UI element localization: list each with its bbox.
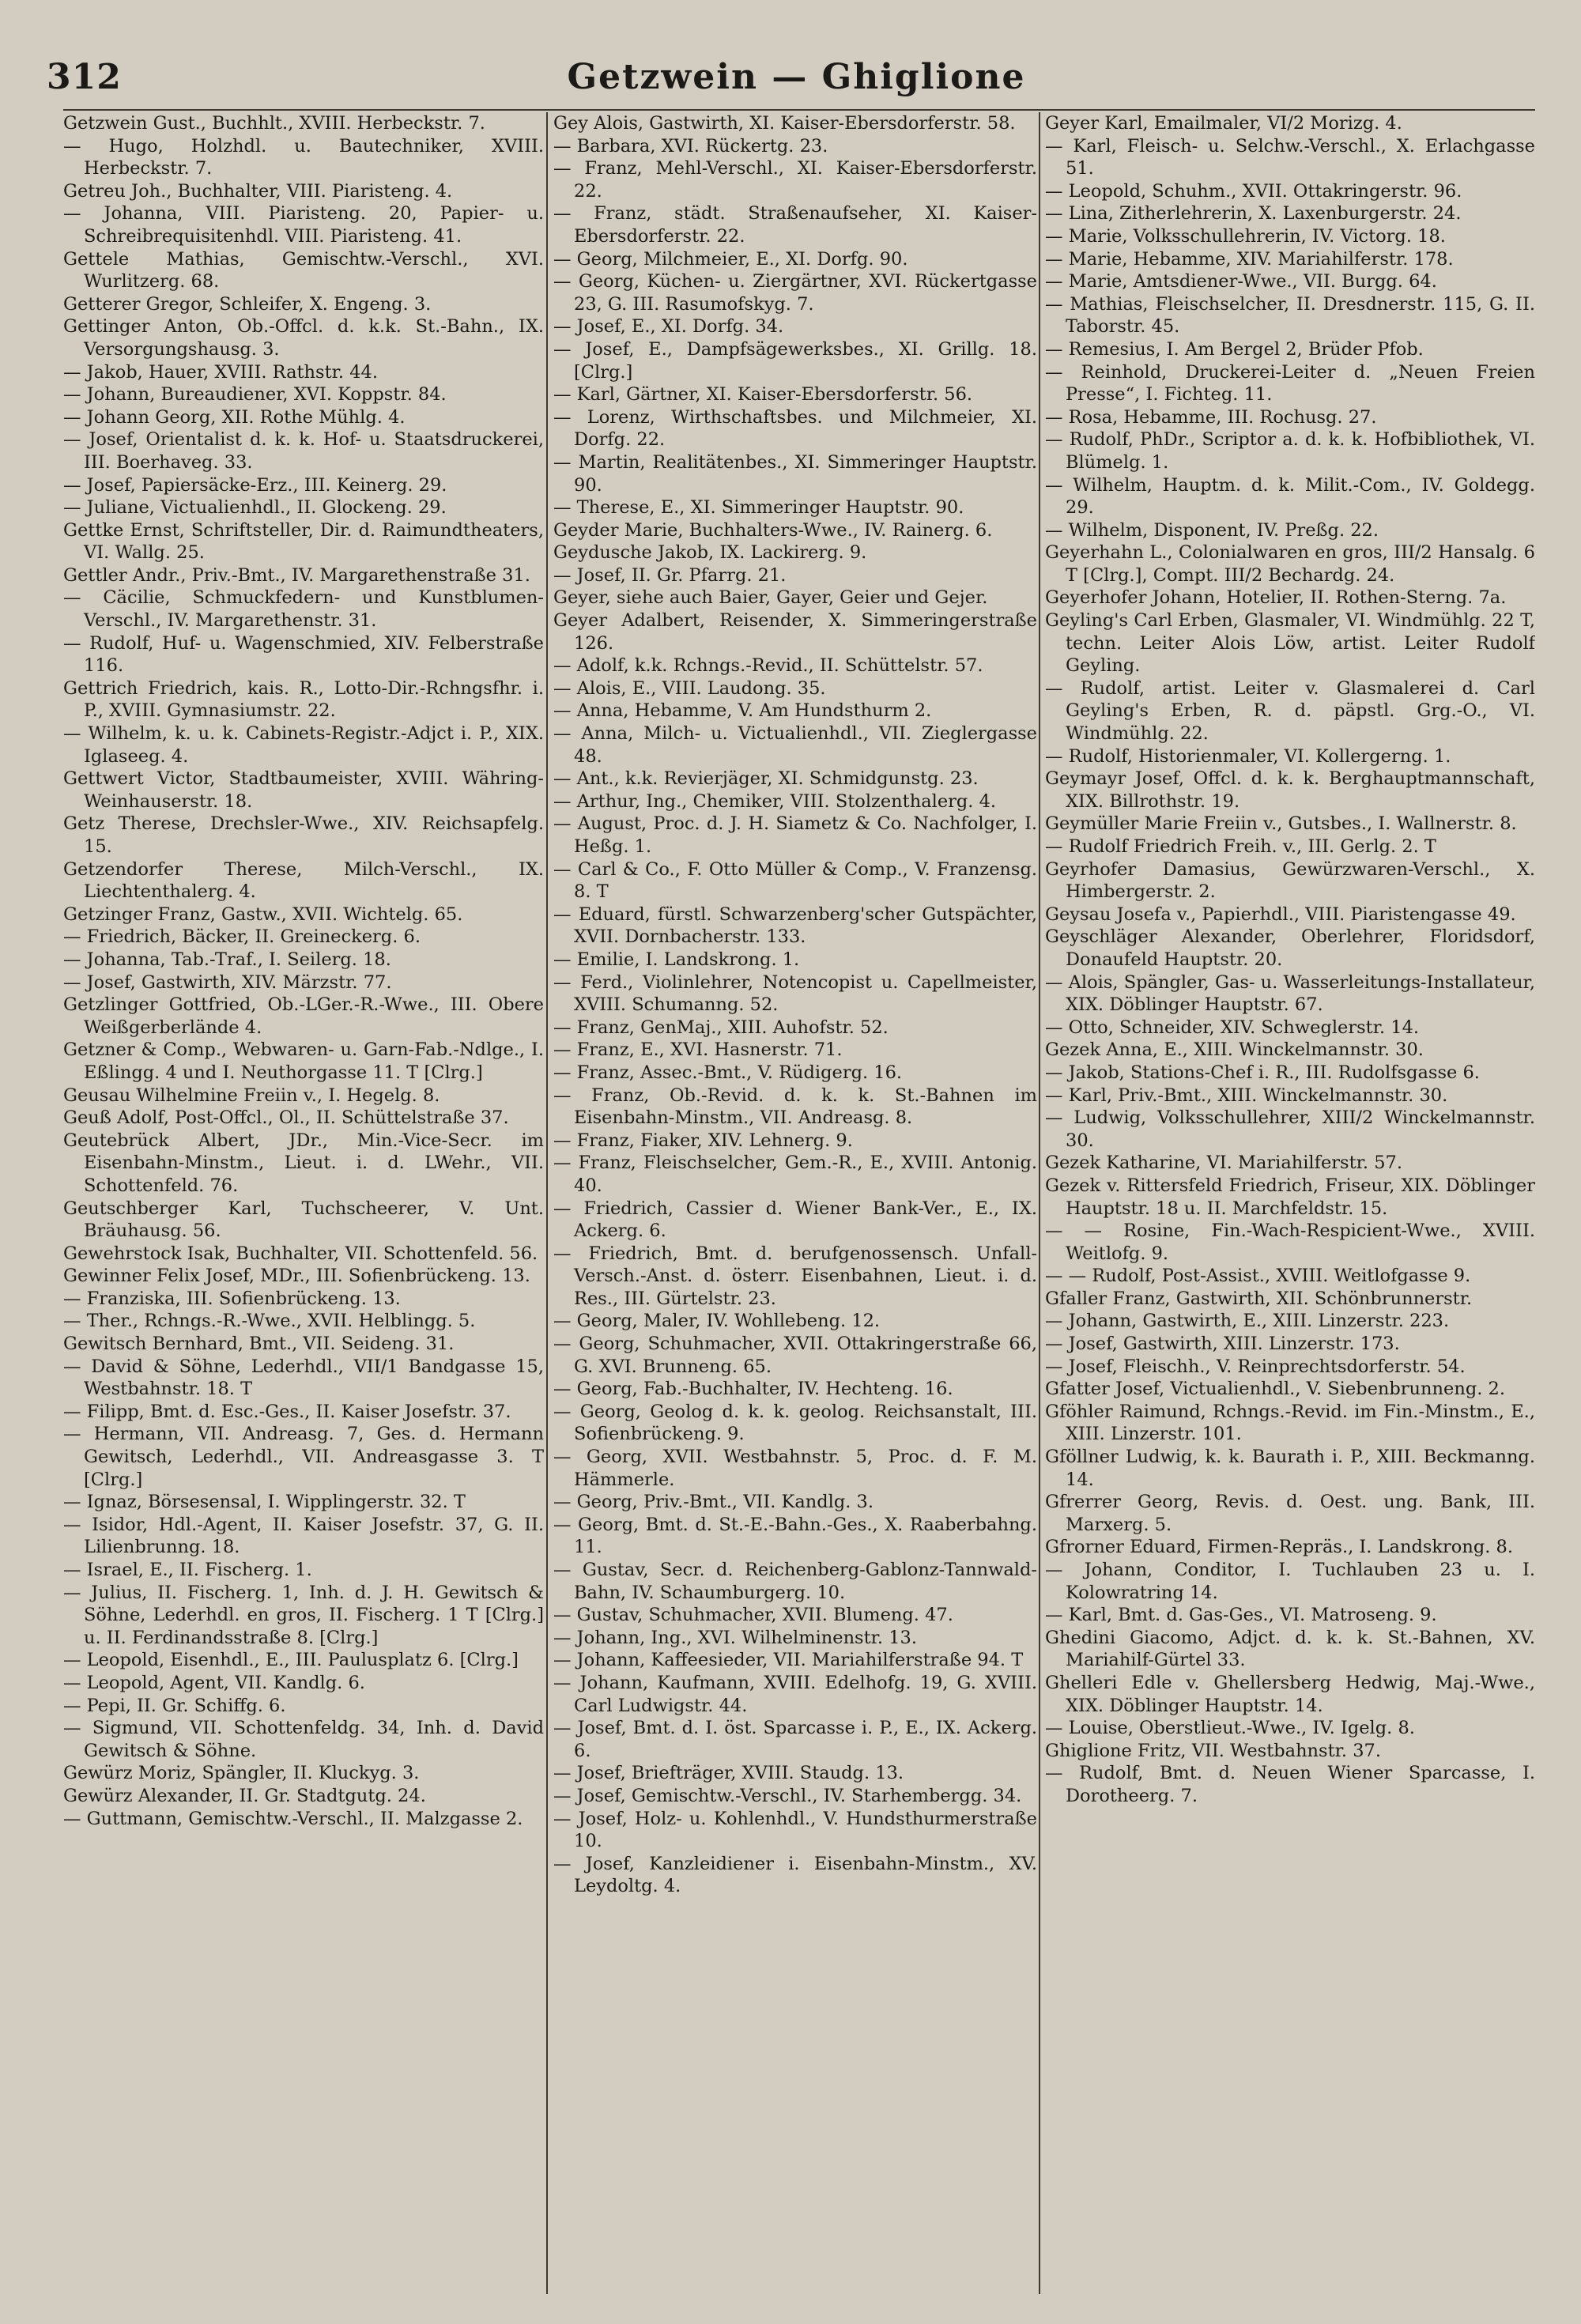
directory-entry: — Rudolf, artist. Leiter v. Glasmalerei d. Carl Geyling's Erben, R. d. päpstl. Grg.-O., VI. Windmühlg. 22.	[1045, 677, 1535, 745]
directory-entry: Geyling's Carl Erben, Glasmaler, VI. Windmühlg. 22 T, techn. Leiter Alois Löw, artist. Leiter Rudolf Geyling.	[1045, 610, 1535, 677]
directory-entry: — Adolf, k.k. Rchngs.-Revid., II. Schüttelstr. 57.	[553, 655, 983, 677]
directory-entry: Geyder Marie, Buchhalters-Wwe., IV. Rainerg. 6.	[553, 519, 993, 541]
directory-entry: Geyer Karl, Emailmaler, VI/2 Morizg. 4.	[1045, 113, 1402, 134]
directory-entry: — Ther., Rchngs.-R.-Wwe., XVII. Helblingg. 5.	[63, 1311, 476, 1332]
directory-entry: — Arthur, Ing., Chemiker, VIII. Stolzenthalerg. 4.	[553, 790, 997, 812]
directory-entry: Geyrhofer Damasius, Gewürzwaren-Verschl., X. Himbergerstr. 2.	[1045, 858, 1535, 903]
directory-entry: — Wilhelm, Hauptm. d. k. Milit.-Com., IV. Goldegg. 29.	[1045, 474, 1535, 519]
directory-entry: Geutschberger Karl, Tuchscheerer, V. Unt. Bräuhausg. 56.	[63, 1198, 544, 1242]
header-rule	[63, 109, 1535, 111]
directory-entry: — Georg, Bmt. d. St.-E.-Bahn.-Ges., X. Raaberbahng. 11.	[553, 1514, 1037, 1558]
directory-entry: — Josef, Bmt. d. I. öst. Sparcasse i. P., E., IX. Ackerg. 6.	[553, 1718, 1037, 1761]
column-divider-2	[1039, 112, 1040, 2294]
directory-entry: — Rudolf, Huf- u. Wagenschmied, XIV. Felberstraße 116.	[63, 632, 544, 677]
directory-entry: — Georg, Fab.-Buchhalter, IV. Hechteng. 16.	[553, 1379, 953, 1400]
directory-entry: — Johann, Ing., XVI. Wilhelminenstr. 13.	[553, 1627, 918, 1648]
directory-entry: — Otto, Schneider, XIV. Schweglerstr. 14.	[1045, 1017, 1420, 1038]
directory-entry: — Johann, Kaffeesieder, VII. Mariahilferstraße 94. T	[553, 1650, 1024, 1671]
directory-entry: Geyer, siehe auch Baier, Gayer, Geier und Gejer.	[553, 587, 988, 609]
directory-entry: — Emilie, I. Landskrong. 1.	[553, 949, 800, 970]
directory-entry: — Franz, Fleischselcher, Gem.-R., E., XVIII. Antonig. 40.	[553, 1153, 1037, 1196]
directory-entry: — Karl, Priv.-Bmt., XIII. Winckelmannstr. 30.	[1045, 1085, 1448, 1106]
page-number: 312	[47, 57, 122, 97]
directory-entry: — Jakob, Stations-Chef i. R., III. Rudolfsgasse 6.	[1045, 1062, 1480, 1083]
directory-entry: — Josef, E., XI. Dorfg. 34.	[553, 316, 784, 338]
directory-entry: — Johanna, VIII. Piaristeng. 20, Papier- u. Schreibrequisitenhdl. VIII. Piaristeng. 41.	[63, 203, 544, 247]
directory-entry: Gfaller Franz, Gastwirth, XII. Schönbrunnerstr.	[1045, 1288, 1473, 1309]
directory-entry: — Johanna, Tab.-Traf., I. Seilerg. 18.	[63, 949, 391, 970]
directory-entry: — Ludwig, Volksschullehrer, XIII/2 Winckelmannstr. 30.	[1045, 1107, 1535, 1151]
directory-entry: — Wilhelm, k. u. k. Cabinets-Registr.-Adjct i. P., XIX. Iglaseeg. 4.	[63, 723, 544, 767]
directory-entry: Gföhler Raimund, Rchngs.-Revid. im Fin.-Minstm., E., XIII. Linzerstr. 101.	[1045, 1401, 1535, 1445]
directory-entry: Geydusche Jakob, IX. Lackirerg. 9.	[553, 542, 867, 564]
directory-entry: Gettler Andr., Priv.-Bmt., IV. Margarethenstraße 31.	[63, 564, 530, 586]
directory-entry: — Wilhelm, Disponent, IV. Preßg. 22.	[1045, 519, 1379, 541]
directory-entry: — Rudolf Friedrich Freih. v., III. Gerlg. 2. T	[1045, 836, 1436, 857]
directory-entry: Gettinger Anton, Ob.-Offcl. d. k.k. St.-Bahn., IX. Versorgungshausg. 3.	[63, 316, 544, 360]
directory-entry: — Cäcilie, Schmuckfedern- und Kunstblumen-Verschl., IV. Margarethenstr. 31.	[63, 587, 544, 632]
directory-entry: Geysau Josefa v., Papierhdl., VIII. Piaristengasse 49.	[1045, 904, 1516, 925]
directory-entry: — Therese, E., XI. Simmeringer Hauptstr. 90.	[553, 497, 964, 519]
directory-entry: Getzendorfer Therese, Milch-Verschl., IX. Liechtenthalerg. 4.	[63, 858, 544, 903]
directory-entry: — Isidor, Hdl.-Agent, II. Kaiser Josefstr. 37, G. II. Lilienbrunng. 18.	[63, 1514, 544, 1558]
directory-entry: Geyerhofer Johann, Hotelier, II. Rothen-Sterng. 7a.	[1045, 587, 1507, 609]
directory-entry: — Ferd., Violinlehrer, Notencopist u. Capellmeister, XVIII. Schumanng. 52.	[553, 971, 1037, 1016]
directory-entry: — Guttmann, Gemischtw.-Verschl., II. Malzgasse 2.	[63, 1808, 523, 1829]
column-3	[1045, 112, 1535, 2294]
directory-entry: Gettke Ernst, Schriftsteller, Dir. d. Raimundtheaters, VI. Wallg. 25.	[63, 519, 544, 564]
directory-entry: — Georg, Priv.-Bmt., VII. Kandlg. 3.	[553, 1492, 874, 1513]
directory-entry: — Georg, XVII. Westbahnstr. 5, Proc. d. F. M. Hämmerle.	[553, 1447, 1037, 1490]
column-divider-1	[546, 112, 548, 2294]
directory-entry: — Alois, E., VIII. Laudong. 35.	[553, 677, 826, 699]
directory-entry: Geyer Adalbert, Reisender, X. Simmeringerstraße 126.	[553, 610, 1037, 654]
directory-entry: — Sigmund, VII. Schottenfeldg. 34, Inh. d. David Gewitsch & Söhne.	[63, 1718, 544, 1761]
directory-entry: — — Rosine, Fin.-Wach-Respicient-Wwe., XVIII. Weitlofg. 9.	[1045, 1220, 1535, 1264]
directory-entry: Geymüller Marie Freiin v., Gutsbes., I. Wallnerstr. 8.	[1045, 813, 1517, 835]
directory-entry: — Gustav, Schuhmacher, XVII. Blumeng. 47.	[553, 1605, 953, 1626]
directory-entry: Getterer Gregor, Schleifer, X. Engeng. 3.	[63, 293, 432, 315]
directory-entry: Gezek Anna, E., XIII. Winckelmannstr. 30.	[1045, 1039, 1424, 1061]
directory-entry: — Friedrich, Bäcker, II. Greineckerg. 6.	[63, 926, 421, 948]
directory-entry: — Friedrich, Bmt. d. berufgenossensch. Unfall-Versch.-Anst. d. österr. Eisenbahnen, Lieut. i. d. Res., III. Gürtelstr. 23.	[553, 1243, 1037, 1309]
directory-entry: — Ignaz, Börsesensal, I. Wipplingerstr. 32. T	[63, 1492, 466, 1513]
directory-entry: — Johann, Conditor, I. Tuchlauben 23 u. I. Kolowratring 14.	[1045, 1560, 1535, 1603]
directory-entry: Gewitsch Bernhard, Bmt., VII. Seideng. 31.	[63, 1334, 455, 1355]
directory-entry: — Rosa, Hebamme, III. Rochusg. 27.	[1045, 406, 1377, 428]
directory-entry: Geuß Adolf, Post-Offcl., Ol., II. Schüttelstraße 37.	[63, 1107, 509, 1129]
directory-entry: — Israel, E., II. Fischerg. 1.	[63, 1560, 312, 1580]
directory-entry: — Georg, Schuhmacher, XVII. Ottakringerstraße 66, G. XVI. Brunneng. 65.	[553, 1334, 1037, 1377]
directory-entry: — August, Proc. d. J. H. Siametz & Co. Nachfolger, I. Heßg. 1.	[553, 813, 1037, 857]
directory-entry: Gfrerrer Georg, Revis. d. Oest. ung. Bank, III. Marxerg. 5.	[1045, 1492, 1535, 1535]
directory-entry: — Marie, Hebamme, XIV. Mariahilferstr. 178.	[1045, 248, 1454, 270]
directory-entry: — Rudolf, Bmt. d. Neuen Wiener Sparcasse, I. Dorotheerg. 7.	[1045, 1763, 1535, 1806]
directory-entry: Getzwein Gust., Buchhlt., XVIII. Herbeckstr. 7.	[63, 113, 485, 134]
directory-entry: Geusau Wilhelmine Freiin v., I. Hegelg. 8.	[63, 1085, 440, 1106]
directory-entry: — Hugo, Holzhdl. u. Bautechniker, XVIII. Herbeckstr. 7.	[63, 135, 544, 179]
directory-entry: — Martin, Realitätenbes., XI. Simmeringer Hauptstr. 90.	[553, 451, 1037, 496]
column-2	[553, 112, 1037, 2294]
directory-entry: — Louise, Oberstlieut.-Wwe., IV. Igelg. 8.	[1045, 1718, 1415, 1739]
directory-entry: — Jakob, Hauer, XVIII. Rathstr. 44.	[63, 361, 379, 383]
directory-entry: — Josef, Fleischh., V. Reinprechtsdorferstr. 54.	[1045, 1356, 1466, 1377]
directory-entry: — Rudolf, PhDr., Scriptor a. d. k. k. Hofbibliothek, VI. Blümelg. 1.	[1045, 429, 1535, 473]
directory-entry: Gey Alois, Gastwirth, XI. Kaiser-Ebersdorferstr. 58.	[553, 113, 1016, 134]
directory-entry: Getzinger Franz, Gastw., XVII. Wichtelg. 65.	[63, 904, 463, 925]
directory-entry: — Karl, Bmt. d. Gas-Ges., VI. Matroseng. 9.	[1045, 1605, 1437, 1626]
directory-entry: Ghelleri Edle v. Ghellersberg Hedwig, Maj.-Wwe., XIX. Döblinger Hauptstr. 14.	[1045, 1672, 1535, 1716]
directory-entry: Gfrorner Eduard, Firmen-Repräs., I. Landskrong. 8.	[1045, 1537, 1513, 1558]
directory-entry: Gföllner Ludwig, k. k. Baurath i. P., XIII. Beckmanng. 14.	[1045, 1447, 1535, 1490]
directory-entry: Getz Therese, Drechsler-Wwe., XIV. Reichsapfelg. 15.	[63, 813, 544, 857]
directory-entry: Geymayr Josef, Offcl. d. k. k. Berghauptmannschaft, XIX. Billrothstr. 19.	[1045, 768, 1535, 812]
directory-entry: — David & Söhne, Lederhdl., VII/1 Bandgasse 15, Westbahnstr. 18. T	[63, 1356, 544, 1400]
directory-entry: — Juliane, Victualienhdl., II. Glockeng. 29.	[63, 497, 447, 519]
directory-entry: Gezek Katharine, VI. Mariahilferstr. 57.	[1045, 1153, 1402, 1174]
directory-entry: — Franz, E., XVI. Hasnerstr. 71.	[553, 1039, 843, 1061]
directory-entry: — Georg, Milchmeier, E., XI. Dorfg. 90.	[553, 248, 908, 270]
directory-entry: Geyschläger Alexander, Oberlehrer, Floridsdorf, Donaufeld Hauptstr. 20.	[1045, 926, 1535, 970]
directory-entry: — Franz, städt. Straßenaufseher, XI. Kaiser-Ebersdorferstr. 22.	[553, 203, 1037, 247]
directory-entry: — Josef, Holz- u. Kohlenhdl., V. Hundsthurmerstraße 10.	[553, 1808, 1037, 1852]
directory-entry: — Franz, GenMaj., XIII. Auhofstr. 52.	[553, 1017, 889, 1038]
directory-entry: Gettrich Friedrich, kais. R., Lotto-Dir.-Rchngsfhr. i. P., XVIII. Gymnasiumstr. 22.	[63, 677, 544, 722]
directory-entry: — Barbara, XVI. Rückertg. 23.	[553, 135, 828, 157]
directory-entry: — Karl, Fleisch- u. Selchw.-Verschl., X. Erlachgasse 51.	[1045, 135, 1535, 179]
directory-entry: — Carl & Co., F. Otto Müller & Comp., V. Franzensg. 8. T	[553, 858, 1037, 903]
directory-entry: — Alois, Spängler, Gas- u. Wasserleitungs-Installateur, XIX. Döblinger Hauptstr. 67.	[1045, 971, 1535, 1016]
directory-entry: Ghiglione Fritz, VII. Westbahnstr. 37.	[1045, 1740, 1382, 1761]
directory-entry: — Julius, II. Fischerg. 1, Inh. d. J. H. Gewitsch & Söhne, Lederhdl. en gros, II. Fischerg. 1 T [Clrg.] u. II. Ferdinandsstraße 8. [Clrg.]	[63, 1582, 544, 1648]
directory-entry: — Johann, Kaufmann, XVIII. Edelhofg. 19, G. XVIII. Carl Ludwigstr. 44.	[553, 1672, 1037, 1716]
directory-entry: Getzner & Comp., Webwaren- u. Garn-Fab.-Ndlge., I. Eßlingg. 4 und I. Neuthorgasse 11. T [Clrg.]	[63, 1039, 544, 1083]
directory-entry: — Franz, Fiaker, XIV. Lehnerg. 9.	[553, 1130, 853, 1151]
directory-entry: — Josef, E., Dampfsägewerksbes., XI. Grillg. 18. [Clrg.]	[553, 338, 1037, 383]
directory-entry: Gezek v. Rittersfeld Friedrich, Friseur, XIX. Döblinger Hauptstr. 18 u. II. Marchfeldstr. 15.	[1045, 1175, 1535, 1219]
directory-entry: — Josef, Papiersäcke-Erz., III. Keinerg. 29.	[63, 474, 447, 496]
directory-entry: Gewürz Moriz, Spängler, II. Kluckyg. 3.	[63, 1763, 420, 1784]
directory-entry: — Gustav, Secr. d. Reichenberg-Gablonz-Tannwald-Bahn, IV. Schaumburgerg. 10.	[553, 1560, 1037, 1603]
directory-entry: — Remesius, I. Am Bergel 2, Brüder Pfob.	[1045, 338, 1424, 360]
directory-entry: — Leopold, Schuhm., XVII. Ottakringerstr. 96.	[1045, 180, 1462, 202]
page-header	[43, 57, 1549, 104]
directory-entry: — Johann, Bureaudiener, XVI. Koppstr. 84.	[63, 384, 447, 406]
directory-entry: Getreu Joh., Buchhalter, VIII. Piaristeng. 4.	[63, 180, 453, 202]
column-1	[63, 112, 544, 2294]
directory-entry: — Georg, Küchen- u. Ziergärtner, XVI. Rückertgasse 23, G. III. Rasumofskyg. 7.	[553, 271, 1037, 315]
directory-entry: — Filipp, Bmt. d. Esc.-Ges., II. Kaiser Josefstr. 37.	[63, 1401, 511, 1422]
directory-entry: — Josef, Briefträger, XVIII. Staudg. 13.	[553, 1763, 904, 1784]
directory-entry: — Karl, Gärtner, XI. Kaiser-Ebersdorferstr. 56.	[553, 384, 973, 406]
directory-entry: Gewürz Alexander, II. Gr. Stadtgutg. 24.	[63, 1785, 426, 1806]
directory-entry: — Lina, Zitherlehrerin, X. Laxenburgerstr. 24.	[1045, 203, 1462, 224]
directory-entry: — Friedrich, Cassier d. Wiener Bank-Ver., E., IX. Ackerg. 6.	[553, 1198, 1037, 1242]
directory-entry: Gewinner Felix Josef, MDr., III. Sofienbrückeng. 13.	[63, 1266, 530, 1287]
directory-entry: — — Rudolf, Post-Assist., XVIII. Weitlofgasse 9.	[1045, 1266, 1471, 1287]
directory-entry: — Lorenz, Wirthschaftsbes. und Milchmeier, XI. Dorfg. 22.	[553, 406, 1037, 451]
directory-entry: Gettwert Victor, Stadtbaumeister, XVIII. Währing-Weinhauserstr. 18.	[63, 768, 544, 812]
directory-entry: — Rudolf, Historienmaler, VI. Kollergerng. 1.	[1045, 745, 1451, 767]
directory-entry: — Johann, Gastwirth, E., XIII. Linzerstr. 223.	[1045, 1311, 1450, 1332]
directory-entry: — Leopold, Agent, VII. Kandlg. 6.	[63, 1672, 365, 1693]
directory-entry: — Leopold, Eisenhdl., E., III. Paulusplatz 6. [Clrg.]	[63, 1650, 519, 1671]
directory-entry: — Eduard, fürstl. Schwarzenberg'scher Gutspächter, XVII. Dornbacherstr. 133.	[553, 904, 1037, 948]
directory-entry: — Franz, Mehl-Verschl., XI. Kaiser-Ebersdorferstr. 22.	[553, 158, 1037, 202]
directory-entry: Gewehrstock Isak, Buchhalter, VII. Schottenfeld. 56.	[63, 1243, 538, 1264]
directory-entry: — Anna, Hebamme, V. Am Hundsthurm 2.	[553, 700, 932, 722]
directory-entry: — Josef, Gastwirth, XIV. Märzstr. 77.	[63, 971, 392, 993]
directory-entry: — Ant., k.k. Revierjäger, XI. Schmidgunstg. 23.	[553, 768, 979, 790]
directory-entry: Geyerhahn L., Colonialwaren en gros, III/2 Hansalg. 6 T [Clrg.], Compt. III/2 Bechardg. 24.	[1045, 542, 1535, 586]
directory-entry: — Franz, Assec.-Bmt., V. Rüdigerg. 16.	[553, 1062, 903, 1083]
directory-entry: — Georg, Geolog d. k. k. geolog. Reichsanstalt, III. Sofienbrückeng. 9.	[553, 1401, 1037, 1445]
directory-entry: — Josef, II. Gr. Pfarrg. 21.	[553, 564, 787, 586]
directory-entry: — Hermann, VII. Andreasg. 7, Ges. d. Hermann Gewitsch, Lederhdl., VII. Andreasgasse 3. T [Clrg.]	[63, 1424, 544, 1490]
directory-entry: — Johann Georg, XII. Rothe Mühlg. 4.	[63, 406, 406, 428]
directory-entry: — Josef, Orientalist d. k. k. Hof- u. Staatsdruckerei, III. Boerhaveg. 33.	[63, 429, 544, 473]
directory-entry: — Pepi, II. Gr. Schiffg. 6.	[63, 1695, 286, 1716]
directory-entry: Ghedini Giacomo, Adjct. d. k. k. St.-Bahnen, XV. Mariahilf-Gürtel 33.	[1045, 1627, 1535, 1671]
directory-entry: — Marie, Amtsdiener-Wwe., VII. Burgg. 64.	[1045, 271, 1437, 292]
directory-entry: Gfatter Josef, Victualienhdl., V. Siebenbrunneng. 2.	[1045, 1379, 1505, 1400]
directory-entry: — Georg, Maler, IV. Wohllebeng. 12.	[553, 1311, 881, 1332]
directory-entry: — Anna, Milch- u. Victualienhdl., VII. Zieglergasse 48.	[553, 723, 1037, 767]
directory-entry: — Josef, Gemischtw.-Verschl., IV. Starhembergg. 34.	[553, 1785, 1022, 1806]
directory-entry: — Franz, Ob.-Revid. d. k. k. St.-Bahnen im Eisenbahn-Minstm., VII. Andreasg. 8.	[553, 1085, 1037, 1129]
directory-entry: — Mathias, Fleischselcher, II. Dresdnerstr. 115, G. II. Taborstr. 45.	[1045, 293, 1535, 338]
directory-entry: — Josef, Gastwirth, XIII. Linzerstr. 173.	[1045, 1334, 1400, 1355]
directory-entry: — Franziska, III. Sofienbrückeng. 13.	[63, 1288, 401, 1309]
directory-entry: — Josef, Kanzleidiener i. Eisenbahn-Minstm., XV. Leydoltg. 4.	[553, 1853, 1037, 1897]
running-title: Getzwein — Ghiglione	[567, 57, 1026, 97]
directory-entry: — Marie, Volksschullehrerin, IV. Victorg. 18.	[1045, 225, 1446, 247]
directory-entry: Getzlinger Gottfried, Ob.-LGer.-R.-Wwe., III. Obere Weißgerberlände 4.	[63, 994, 544, 1038]
directory-entry: Gettele Mathias, Gemischtw.-Verschl., XVI. Wurlitzerg. 68.	[63, 248, 544, 292]
directory-entry: Geutebrück Albert, JDr., Min.-Vice-Secr. im Eisenbahn-Minstm., Lieut. i. d. LWehr., VII. Schottenfeld. 76.	[63, 1130, 544, 1196]
directory-entry: — Reinhold, Druckerei-Leiter d. „Neuen Freien Presse“, I. Fichteg. 11.	[1045, 361, 1535, 406]
